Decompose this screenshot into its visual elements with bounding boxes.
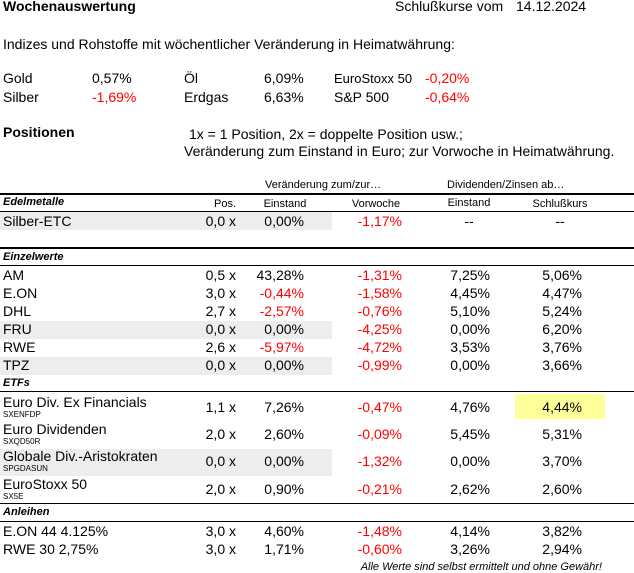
section-divider xyxy=(0,193,634,195)
row-vorwoche: -0,76% xyxy=(357,303,402,319)
row-einstand: 7,26% xyxy=(264,399,304,415)
section-anleihen: Anleihen xyxy=(3,506,50,518)
row-vorwoche: -1,48% xyxy=(357,523,402,539)
row-vorwoche: -4,72% xyxy=(357,339,402,355)
row-schlusskurs: 4,47% xyxy=(542,285,582,301)
positions-note: Veränderung zum Einstand in Euro; zur Vorwoche in Heimatwährung. xyxy=(184,143,615,159)
row-schlusskurs: 6,20% xyxy=(542,321,582,337)
row-vorwoche: -0,99% xyxy=(357,357,402,373)
row-vorwoche: -0,60% xyxy=(357,541,402,557)
row-einstand: 0,00% xyxy=(264,213,304,229)
indices-heading: Indizes und Rohstoffe mit wöchentlicher Veränderung in Heimatwährung: xyxy=(3,36,455,52)
row-pos: 2,0 x xyxy=(205,481,236,497)
row-name: Globale Div.-Aristokraten xyxy=(3,448,158,464)
col-header-pos: Pos. xyxy=(213,198,236,210)
row-div-einstand: 5,45% xyxy=(450,426,490,442)
col-header-div-einstand: Einstand xyxy=(447,197,491,209)
row-name: DHL xyxy=(3,303,32,319)
row-einstand: -2,57% xyxy=(259,303,304,319)
row-div-einstand: -- xyxy=(464,213,474,229)
group-header-change: Veränderung zum/zur… xyxy=(265,179,382,191)
section-einzelwerte: Einzelwerte xyxy=(3,251,64,263)
row-div-einstand: 4,76% xyxy=(450,399,490,415)
row-vorwoche: -0,09% xyxy=(357,426,402,442)
index-name: Öl xyxy=(184,70,198,86)
index-name: Erdgas xyxy=(184,89,229,105)
row-div-einstand: 3,53% xyxy=(450,339,490,355)
row-div-einstand: 4,14% xyxy=(450,523,490,539)
row-vorwoche: -1,58% xyxy=(357,285,402,301)
row-name: FRU xyxy=(3,321,32,337)
row-pos: 2,6 x xyxy=(205,339,236,355)
row-schlusskurs: 5,31% xyxy=(542,426,582,442)
row-pos: 0,5 x xyxy=(205,267,236,283)
col-header-vorwoche: Vorwoche xyxy=(351,198,401,210)
row-schlusskurs: 5,24% xyxy=(542,303,582,319)
row-ticker: SPGDASUN xyxy=(3,464,48,473)
row-name: Euro Div. Ex Financials xyxy=(3,394,147,410)
row-vorwoche: -1,32% xyxy=(357,453,402,469)
row-schlusskurs: 2,60% xyxy=(542,481,582,497)
section-underline xyxy=(0,521,634,522)
index-value: 0,57% xyxy=(92,70,132,86)
row-name: Euro Dividenden xyxy=(3,421,107,437)
row-einstand: 1,71% xyxy=(264,541,304,557)
row-div-einstand: 3,26% xyxy=(450,541,490,557)
row-name: E.ON xyxy=(3,285,38,301)
row-name: TPZ xyxy=(3,357,30,373)
section-underline xyxy=(0,265,634,266)
row-div-einstand: 5,10% xyxy=(450,303,490,319)
index-value: -0,20% xyxy=(425,70,470,86)
row-einstand: -0,44% xyxy=(259,285,304,301)
row-pos: 0,0 x xyxy=(205,453,236,469)
row-pos: 0,0 x xyxy=(205,213,236,229)
section-edelmetalle: Edelmetalle xyxy=(3,196,65,208)
group-header-dividends: Dividenden/Zinsen ab… xyxy=(447,179,565,191)
col-header-einstand: Einstand xyxy=(263,198,307,210)
row-name: E.ON 44 4.125% xyxy=(3,523,109,539)
row-pos: 0,0 x xyxy=(205,321,236,337)
row-div-einstand: 4,45% xyxy=(450,285,490,301)
row-schlusskurs: 5,06% xyxy=(542,267,582,283)
row-ticker: SXQD50R xyxy=(3,437,41,446)
index-name: Silber xyxy=(3,89,39,105)
index-name: EuroStoxx 50 xyxy=(334,71,413,86)
index-value: -0,64% xyxy=(425,89,470,105)
date-label: Schlußkurse vom xyxy=(395,0,504,14)
row-schlusskurs: 4,44% xyxy=(542,399,582,415)
row-einstand: 4,60% xyxy=(264,523,304,539)
row-einstand: 0,00% xyxy=(264,357,304,373)
row-schlusskurs: 3,76% xyxy=(542,339,582,355)
page-title: Wochenauswertung xyxy=(3,0,136,14)
row-pos: 3,0 x xyxy=(205,523,236,539)
positions-title: Positionen xyxy=(3,124,75,140)
row-einstand: 0,00% xyxy=(264,453,304,469)
row-schlusskurs: 3,82% xyxy=(542,523,582,539)
row-einstand: -5,97% xyxy=(259,339,304,355)
row-div-einstand: 7,25% xyxy=(450,267,490,283)
row-div-einstand: 0,00% xyxy=(450,357,490,373)
index-value: 6,09% xyxy=(264,70,304,86)
row-pos: 2,0 x xyxy=(205,426,236,442)
index-value: -1,69% xyxy=(92,89,137,105)
row-ticker: SX5E xyxy=(3,492,24,501)
row-div-einstand: 0,00% xyxy=(450,321,490,337)
row-pos: 3,0 x xyxy=(205,541,236,557)
row-ticker: SXENFDP xyxy=(3,410,41,419)
section-divider xyxy=(0,503,634,504)
index-name: Gold xyxy=(3,70,33,86)
closing-date: 14.12.2024 xyxy=(516,0,587,14)
row-pos: 2,7 x xyxy=(205,303,236,319)
section-etfs: ETFs xyxy=(3,377,30,389)
row-pos: 1,1 x xyxy=(205,399,236,415)
row-name: AM xyxy=(3,267,24,283)
row-einstand: 43,28% xyxy=(256,267,304,283)
row-div-einstand: 0,00% xyxy=(450,453,490,469)
index-value: 6,63% xyxy=(264,89,304,105)
positions-note: 1x = 1 Position, 2x = doppelte Position usw.; xyxy=(189,126,463,142)
row-div-einstand: 2,62% xyxy=(450,481,490,497)
row-schlusskurs: 2,94% xyxy=(542,541,582,557)
row-name: RWE xyxy=(3,339,36,355)
row-name: EuroStoxx 50 xyxy=(3,476,88,492)
row-vorwoche: -1,17% xyxy=(357,213,402,229)
row-schlusskurs: 3,70% xyxy=(542,453,582,469)
section-underline xyxy=(0,391,634,392)
row-pos: 0,0 x xyxy=(205,357,236,373)
row-schlusskurs: -- xyxy=(555,213,565,229)
row-vorwoche: -0,21% xyxy=(357,481,402,497)
index-name: S&P 500 xyxy=(334,89,390,105)
row-vorwoche: -1,31% xyxy=(357,267,402,283)
col-header-schlusskurs: Schlußkurs xyxy=(532,198,588,210)
row-vorwoche: -4,25% xyxy=(357,321,402,337)
row-pos: 3,0 x xyxy=(205,285,236,301)
row-name: Silber-ETC xyxy=(3,213,72,229)
row-vorwoche: -0,47% xyxy=(357,399,402,415)
section-divider xyxy=(0,247,634,249)
row-name: RWE 30 2,75% xyxy=(3,541,99,557)
row-einstand: 2,60% xyxy=(264,426,304,442)
row-einstand: 0,00% xyxy=(264,321,304,337)
row-einstand: 0,90% xyxy=(264,481,304,497)
disclaimer: Alle Werte sind selbst ermittelt und ohne Gewähr! xyxy=(360,561,602,573)
row-schlusskurs: 3,66% xyxy=(542,357,582,373)
